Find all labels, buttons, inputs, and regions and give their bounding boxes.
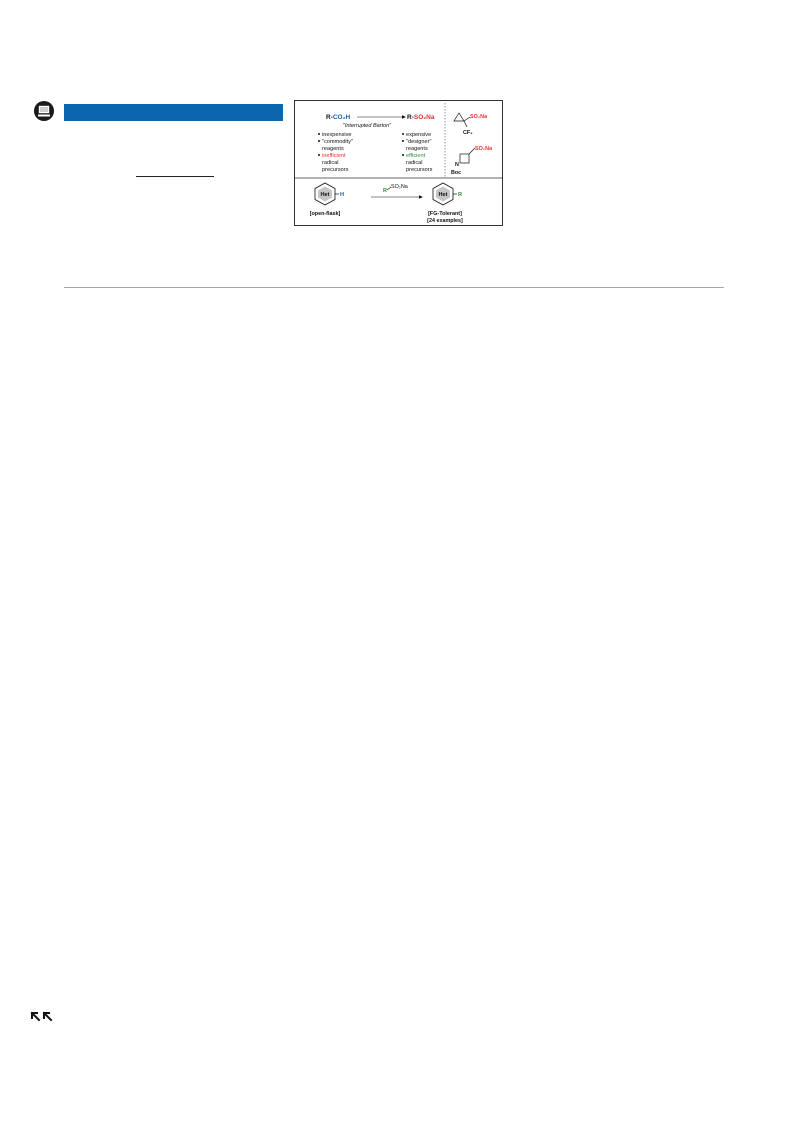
left-bullet-3: reagents <box>322 146 344 152</box>
reaction-label: "Interrupted Barton" <box>342 123 392 129</box>
right-bullet-4: efficient <box>406 153 426 159</box>
open-flask-caption: [open-flask] <box>309 211 341 217</box>
azetidine-ring <box>460 154 469 163</box>
cyclopropane-ring <box>454 113 464 121</box>
section-header-bar <box>64 104 283 121</box>
left-bullet-4: inefficient <box>322 153 346 159</box>
right-bullet-1: expensive <box>406 132 432 138</box>
monitor-icon <box>33 100 55 122</box>
reactant-label: R-CO₂H <box>326 114 351 121</box>
struct2-boc: Boc <box>451 170 462 176</box>
graphical-abstract <box>294 100 503 226</box>
right-bullet-2: "designer" <box>406 139 432 145</box>
struct1-cf3: CF₃ <box>463 130 473 136</box>
product-r-group: R <box>458 192 463 198</box>
left-bullet-2: "commodity" <box>322 139 354 145</box>
right-bullet-6: precursors <box>406 167 433 173</box>
right-bullet-5: radical <box>406 160 423 166</box>
reagent-r: R <box>383 188 387 194</box>
examples-caption: [24 examples] <box>427 218 463 224</box>
right-bullet-3: reagents <box>406 146 428 152</box>
het-hydrogen: H <box>340 192 345 198</box>
product-het-label: Het <box>438 192 448 198</box>
reagent-sulfinate: SO₂Na <box>391 184 408 190</box>
left-bullet-1: inexpensive <box>322 132 352 138</box>
product-label: R-SO₂Na <box>407 114 435 121</box>
left-bullet-6: precursors <box>322 167 349 173</box>
het-label: Het <box>320 192 330 198</box>
section-divider <box>64 287 724 288</box>
struct1-sulfinate: SO₂Na <box>470 114 488 120</box>
struct2-sulfinate: SO₂Na <box>475 146 493 152</box>
fg-tolerant-caption: [FG-Tolerant] <box>428 211 462 217</box>
up-left-double-arrow-icon[interactable] <box>29 1010 55 1024</box>
left-bullet-5: radical <box>322 160 339 166</box>
link-underline <box>136 176 214 177</box>
struct2-nitrogen: N <box>455 162 459 168</box>
